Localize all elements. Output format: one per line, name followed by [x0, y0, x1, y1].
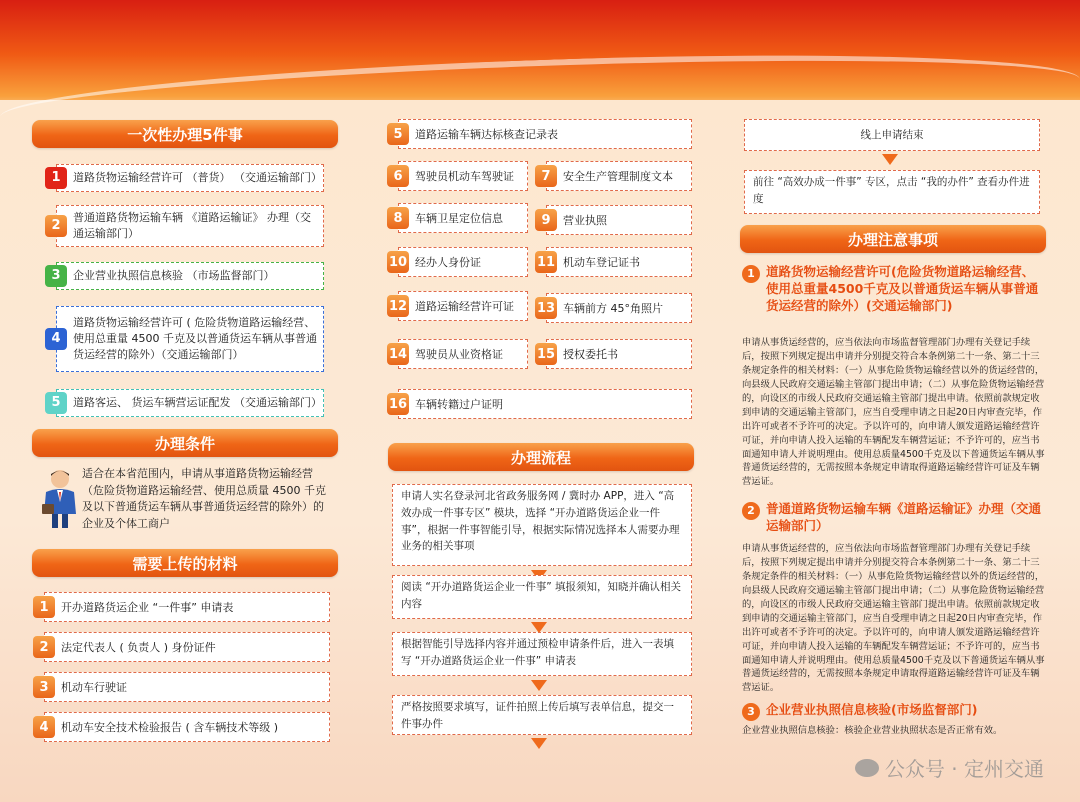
item-number: 1 [45, 167, 67, 189]
note-title-text: 道路货物运输经营许可(危险货物道路运输经营、使用总重量4500千克及以普通货运车辆从事普通货运经营的除外）(交通运输部门) [766, 264, 1039, 313]
item-text: 道路客运、 货运车辆营运证配发 （交通运输部门） [73, 396, 322, 410]
item-number: 16 [387, 393, 409, 415]
item-text: 安全生产管理制度文本 [563, 170, 673, 183]
list-item [51, 164, 324, 192]
item-number: 7 [535, 165, 557, 187]
item-text: 普通道路货物运输车辆 《道路运输证》 办理（交通运输部门） [73, 211, 311, 240]
item-number: 4 [45, 328, 67, 350]
item-text: 道路运输经营许可证 [415, 300, 514, 313]
note-title [742, 501, 1042, 535]
item-number: 14 [387, 343, 409, 365]
section-header-conditions: 办理条件 [32, 429, 338, 457]
item-number: 11 [535, 251, 557, 273]
condition-text: 适合在本省范围内，申请从事道路货物运输经营（危险货物道路运输经营、使用总质量 4500 千克及以下普通货运车辆从事普通货运经营的除外）的企业及个体工商户 [82, 467, 326, 530]
process-step-4: 严格按照要求填写，证件拍照上传后填写表单信息，提交一件事办件 [392, 695, 692, 735]
item-number: 1 [33, 596, 55, 618]
down-arrow-icon [531, 680, 547, 691]
list-item [51, 205, 324, 247]
note-title [742, 702, 1042, 721]
item-text: 经办人身份证 [415, 256, 481, 269]
note-title [742, 264, 1042, 315]
item-text: 开办道路货运企业 “一件事” 申请表 [61, 601, 234, 614]
material-item [393, 119, 692, 149]
list-item [51, 389, 324, 417]
item-number: 4 [33, 716, 55, 738]
material-item [393, 161, 528, 191]
note-body: 申请从事货运经营的，应当依法向市场监督管理部门办理有关登记手续后，按照下列规定提出申请并分别提交符合本条例第二十一条、第二十三条规定条件的相关材料：（一）从事危险货物运输经营以外的货运经营的，向县级人民政府交通运输主管部门提出申请；（二）从事危险货物运输经营的，向设区的市级人民政府交通运输主管部门提出申请。依照前款规定收到申请的交通运输主管部门，应当自受理申请之日起20日内审查完毕，作出许可或者不予许可的决定。予以许可的，向申请人颁发道路运输经营许可证，并向申请人投入运输的车辆配发车辆营运证；不予许可的，应当书面通知申请人并说明理由。使用总质量4500千克及以下普通货运车辆从事普通货运经营的，无需按照本条规定申请取得道路运输经营许可证及车辆营运证。 [742, 337, 1045, 488]
item-text: 企业营业执照信息核验 （市场监督部门） [73, 269, 275, 283]
material-item [541, 161, 692, 191]
material-item [39, 632, 330, 662]
item-number: 6 [387, 165, 409, 187]
watermark [855, 753, 1044, 782]
section-header-materials: 需要上传的材料 [32, 549, 338, 577]
note-body: 企业营业执照信息核验：核验企业营业执照状态是否正常有效。 [742, 725, 1003, 736]
item-text: 道路货物运输经营许可 （普货） （交通运输部门） [73, 171, 322, 185]
note-title-text: 企业营业执照信息核验(市场监督部门) [766, 702, 978, 717]
section-header-notes: 办理注意事项 [740, 225, 1046, 253]
section-header-process: 办理流程 [388, 443, 694, 471]
item-number: 5 [45, 392, 67, 414]
note-number: 3 [742, 703, 760, 721]
process-step-2: 阅读 “开办道路货运企业一件事” 填报须知，知晓并确认相关内容 [392, 575, 692, 619]
item-text: 法定代表人 ( 负责人 ) 身份证件 [61, 641, 216, 654]
down-arrow-icon [531, 738, 547, 749]
down-arrow-icon [882, 154, 898, 165]
item-number: 2 [45, 215, 67, 237]
item-number: 13 [535, 297, 557, 319]
item-text: 驾驶员机动车驾驶证 [415, 170, 514, 183]
item-number: 5 [387, 123, 409, 145]
item-text: 车辆前方 45°角照片 [563, 302, 663, 315]
watermark-text: 公众号 · 定州交通 [884, 757, 1044, 781]
process-step-1: 申请人实名登录河北省政务服务网 / 冀时办 APP，进入 “高效办成一件事专区” 模块，选择 “开办道路货运企业一件事”，根据一件事智能引导，根据实际情况选择本人需要办理业务的相关事项 [392, 484, 692, 566]
item-number: 10 [387, 251, 409, 273]
item-number: 2 [33, 636, 55, 658]
note-number: 2 [742, 502, 760, 520]
item-number: 12 [387, 295, 409, 317]
material-item [388, 389, 692, 419]
item-text: 驾驶员从业资格证 [415, 348, 503, 361]
material-item [393, 203, 528, 233]
material-item [536, 247, 692, 277]
material-item [536, 293, 692, 323]
material-item [388, 339, 528, 369]
item-text: 机动车安全技术检验报告 ( 含车辆技术等级 ) [61, 721, 279, 734]
list-item [51, 262, 324, 290]
process-step-3: 根据智能引导选择内容并通过预检申请条件后，进入一表填写 “开办道路货运企业一件事” 申请表 [392, 632, 692, 676]
material-item [39, 712, 330, 742]
item-number: 3 [33, 676, 55, 698]
process-step-end: 线上申请结束 [744, 119, 1040, 151]
item-text: 车辆卫星定位信息 [415, 212, 503, 225]
item-number: 9 [535, 209, 557, 231]
item-text: 营业执照 [563, 214, 607, 227]
section-header-five-things: 一次性办理5件事 [32, 120, 338, 148]
businessman-icon [38, 468, 82, 530]
note-number: 1 [742, 265, 760, 283]
item-text: 车辆转籍过户证明 [415, 398, 503, 411]
item-number: 15 [535, 343, 557, 365]
item-text: 机动车登记证书 [563, 256, 640, 269]
note-title-text: 普通道路货物运输车辆《道路运输证》办理（交通运输部门） [766, 501, 1042, 533]
note-body: 申请从事货运经营的，应当依法向市场监督管理部门办理有关登记手续后，按照下列规定提出申请并分别提交符合本条例第二十一条、第二十三条规定条件的相关材料：（一）从事危险货物运输经营以外的货运经营的，向县级人民政府交通运输主管部门提出申请；（二）从事危险货物运输经营的，向设区的市级人民政府交通运输主管部门提出申请。依照前款规定收到申请的交通运输主管部门，应当自受理申请之日起20日内审查完毕，作出许可或者不予许可的决定。予以许可的，向申请人颁发道路运输经营许可证，并向申请人投入运输的车辆配发车辆营运证；不予许可的，应当书面通知申请人并说明理由。使用总质量4500千克及以下普通货运车辆从事普通货运经营的，无需按照本条规定申请取得道路运输经营许可证及车辆营运证。 [742, 543, 1045, 694]
item-text: 道路货物运输经营许可 ( 危险货物道路运输经营、使用总重量 4500 千克及以普通货运车辆从事普通货运经营的除外）（交通运输部门） [73, 316, 317, 361]
material-item [39, 592, 330, 622]
process-step-view: 前往 “高效办成一件事” 专区，点击 “我的办件” 查看办件进度 [744, 170, 1040, 214]
item-number: 3 [45, 265, 67, 287]
item-text: 机动车行驶证 [61, 681, 127, 694]
material-item [39, 672, 330, 702]
item-text: 授权委托书 [563, 348, 618, 361]
material-item [536, 339, 692, 369]
wechat-icon [855, 759, 879, 777]
list-item [51, 306, 324, 372]
material-item [388, 291, 528, 321]
item-text: 道路运输车辆达标核查记录表 [415, 128, 558, 141]
material-item [388, 247, 528, 277]
material-item [541, 205, 692, 235]
item-number: 8 [387, 207, 409, 229]
